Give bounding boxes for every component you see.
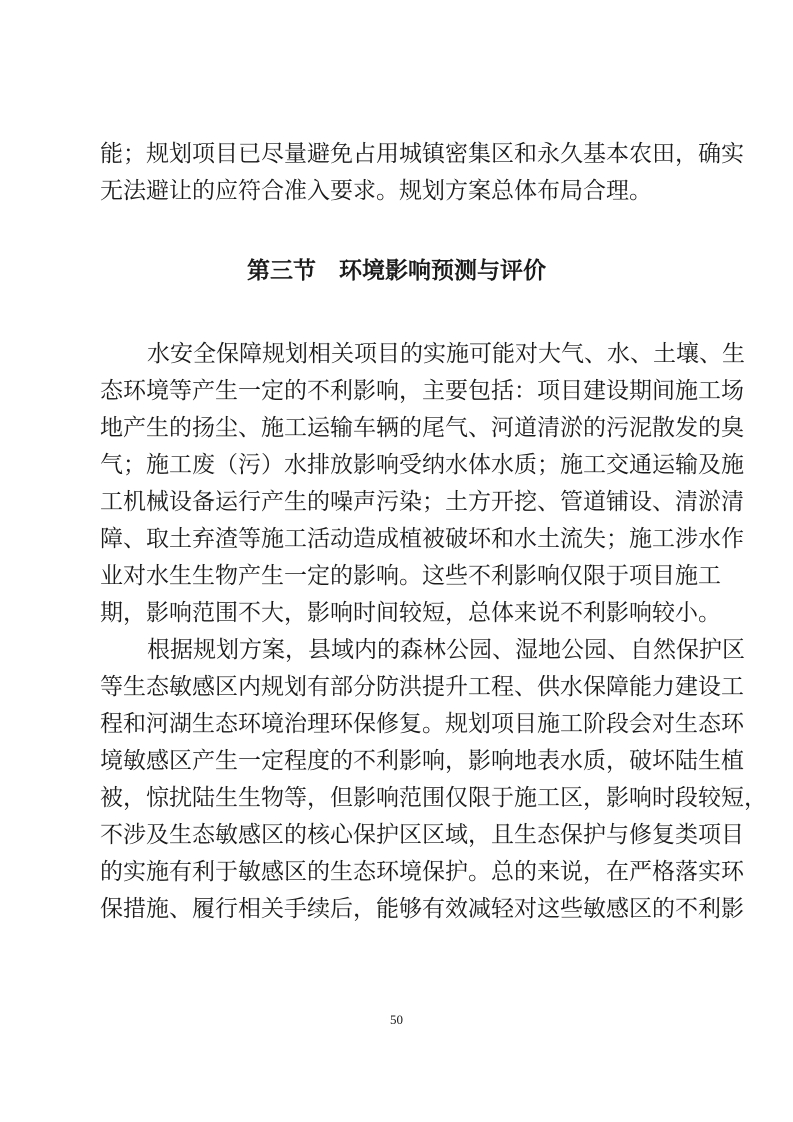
- text-line: 障、取土弃渣等施工活动造成植被破坏和水土流失；施工涉水作: [100, 526, 744, 552]
- text-line: 保措施、履行相关手续后，能够有效减轻对这些敏感区的不利影: [100, 896, 744, 922]
- text-line: 态环境等产生一定的不利影响，主要包括：项目建设期间施工场: [100, 378, 744, 404]
- paragraph-first-line: 根据规划方案，县域内的森林公园、湿地公园、自然保护区: [147, 637, 745, 663]
- text-line: 无法避让的应符合准入要求。规划方案总体布局合理。: [100, 178, 652, 204]
- paragraph-first-line: 水安全保障规划相关项目的实施可能对大气、水、土壤、生: [147, 341, 745, 367]
- text-line: 的实施有利于敏感区的生态环境保护。总的来说，在严格落实环: [100, 859, 744, 885]
- text-line: 业对水生生物产生一定的影响。这些不利影响仅限于项目施工: [100, 563, 721, 589]
- text-line: 能；规划项目已尽量避免占用城镇密集区和永久基本农田，确实: [100, 141, 744, 167]
- text-line: 境敏感区产生一定程度的不利影响，影响地表水质，破坏陆生植: [100, 748, 744, 774]
- text-line: 期，影响范围不大，影响时间较短，总体来说不利影响较小。: [100, 600, 721, 626]
- text-line: 不涉及生态敏感区的核心保护区区域，且生态保护与修复类项目: [100, 822, 744, 848]
- text-line: 气；施工废（污）水排放影响受纳水体水质；施工交通运输及施: [100, 452, 744, 478]
- text-line: 等生态敏感区内规划有部分防洪提升工程、供水保障能力建设工: [100, 674, 744, 700]
- text-line: 程和河湖生态环境治理环保修复。规划项目施工阶段会对生态环: [100, 711, 744, 737]
- section-heading: 第三节 环境影响预测与评价: [247, 258, 546, 284]
- text-line: 被，惊扰陆生生物等，但影响范围仅限于施工区，影响时段较短，: [100, 785, 767, 811]
- text-line: 地产生的扬尘、施工运输车辆的尾气、河道清淤的污泥散发的臭: [100, 415, 744, 441]
- text-line: 工机械设备运行产生的噪声污染；土方开挖、管道铺设、清淤清: [100, 489, 744, 515]
- page-number: 50: [390, 1012, 403, 1027]
